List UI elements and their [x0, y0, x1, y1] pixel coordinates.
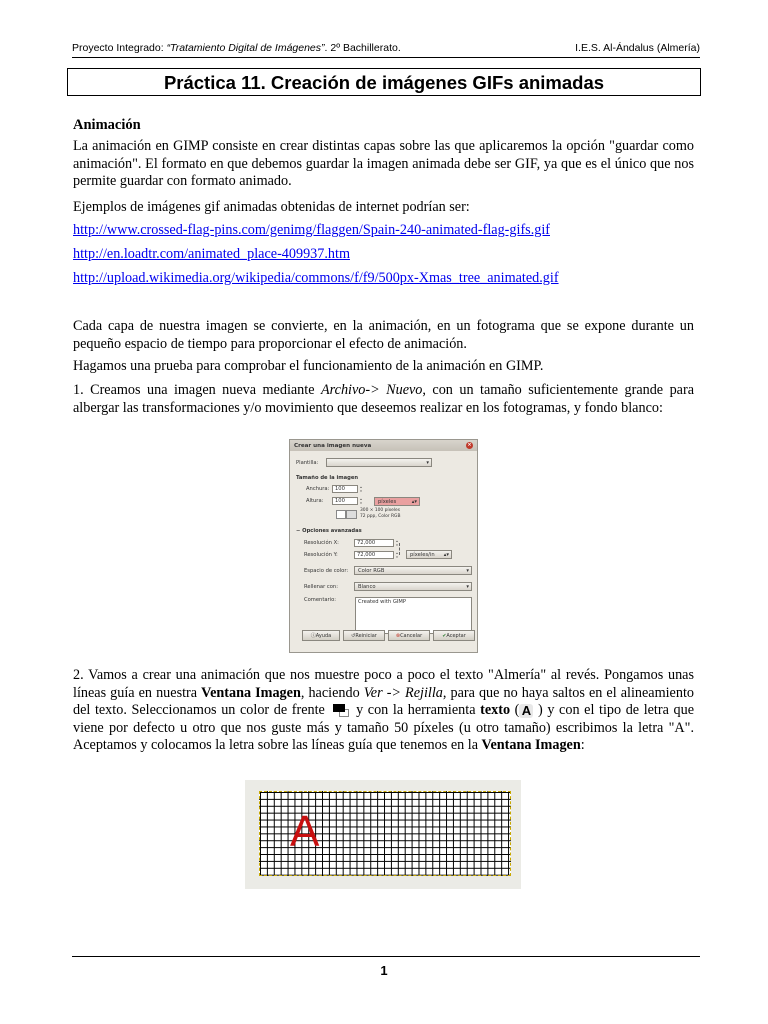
- size-info-1: 300 × 100 píxeles: [360, 508, 401, 513]
- ok-icon: ✔: [442, 633, 447, 639]
- fill-label: Rellenar con:: [304, 584, 338, 590]
- paragraph-2: Ejemplos de imágenes gif animadas obtenidas de internet podrían ser:: [73, 199, 470, 215]
- paragraph-examples: [73, 199, 694, 217]
- help-icon: ⓘ: [310, 633, 316, 639]
- plantilla-label: Plantilla:: [296, 460, 319, 466]
- width-label: Anchura:: [306, 486, 330, 492]
- paragraph-4: Hagamos una prueba para comprobar el funcionamiento de la animación en GIMP.: [73, 358, 544, 374]
- step-2: 2. Vamos a crear una animación que nos muestre poco a poco el texto "Almería" al revés. Pongamos unas líneas guía en nuestra Ventana Imagen, haciendo Ver -> Rejilla, para que no haya saltos en el alineamiento del texto. Seleccionamos un color de frente y con la herramienta texto ( A ) y con el tipo de letra que viene por defecto u otro que nos guste más y tamaño 50 píxeles (u otro tamaño) escribimos la letra "A". Aceptamos y colocamos la letra sobre las líneas guía que tenemos en la Ventana Imagen:: [73, 667, 694, 753]
- cancel-icon: ⊗: [395, 633, 401, 639]
- size-info-2: 72 ppp, Color RGB: [360, 514, 401, 519]
- width-input[interactable]: 100: [332, 485, 358, 493]
- colorspace-label: Espacio de color:: [304, 568, 349, 574]
- reset-button[interactable]: ↺Reiniciar: [343, 630, 385, 641]
- chain-icon[interactable]: [399, 543, 402, 555]
- image-window-grid: [245, 780, 521, 889]
- close-icon[interactable]: ×: [467, 442, 472, 448]
- colorspace-select[interactable]: Color RGB ▾: [354, 566, 472, 575]
- link-2[interactable]: http://en.loadtr.com/animated_place-409937.htm: [73, 246, 350, 262]
- header-right: I.E.S. Al-Ándalus (Almería): [575, 42, 700, 54]
- header-left: Proyecto Integrado: “Tratamiento Digital de Imágenes”. 2º Bachillerato.: [72, 42, 401, 54]
- landscape-icon[interactable]: [346, 510, 357, 519]
- footer-divider: [72, 956, 700, 957]
- comment-label: Comentario:: [304, 597, 337, 603]
- link-3-wrap: [73, 270, 694, 288]
- height-spinner[interactable]: ▴ ▾: [360, 497, 362, 505]
- portrait-icon[interactable]: [336, 510, 346, 519]
- ok-button[interactable]: ✔Aceptar: [433, 630, 475, 641]
- step-1: 1. Creamos una imagen nueva mediante Archivo-> Nuevo, con un tamaño suficientemente grande para albergar las transformaciones y/o movimiento que deseemos realizar en los fotogramas, y fondo blanco:: [73, 382, 694, 416]
- link-3[interactable]: http://upload.wikimedia.org/wikipedia/commons/f/f9/500px-Xmas_tree_animated.gif: [73, 270, 559, 286]
- paragraph-intro: [73, 138, 694, 191]
- unit-select[interactable]: píxeles ▴▾: [374, 497, 420, 506]
- res-unit-select[interactable]: píxeles/in ▴▾: [406, 550, 452, 559]
- link-1[interactable]: http://www.crossed-flag-pins.com/genimg/flaggen/Spain-240-animated-flag-gifs.gif: [73, 222, 550, 238]
- height-label: Altura:: [306, 498, 324, 504]
- resx-spinner[interactable]: ▴ ▾: [396, 539, 398, 547]
- header-divider: [72, 57, 700, 58]
- paragraph-1: La animación en GIMP consiste en crear distintas capas sobre las que aplicaremos la opción "guardar como animación". El formato en que debemos guardar la imagen animada debe ser GIF, ya que es el único que nos permite guardar con formato animado.: [73, 138, 694, 189]
- page-title: Práctica 11. Creación de imágenes GIFs animadas: [67, 68, 701, 96]
- reset-icon: ↺: [351, 633, 356, 639]
- height-input[interactable]: 100: [332, 497, 358, 505]
- resy-input[interactable]: 72,000: [354, 551, 394, 559]
- page-number: 1: [380, 963, 388, 978]
- paragraph-test-wrap: [73, 358, 694, 376]
- new-image-dialog: [289, 439, 478, 653]
- width-spinner[interactable]: ▴ ▾: [360, 485, 362, 493]
- resx-input[interactable]: 72,000: [354, 539, 394, 547]
- letter-a: A: [290, 807, 320, 856]
- link-2-wrap: [73, 246, 694, 264]
- paragraph-3: Cada capa de nuestra imagen se convierte, en la animación, en un fotograma que se expone durante un pequeño espacio de tiempo para proporcionar el efecto de animación.: [73, 318, 694, 352]
- dialog-titlebar: [290, 440, 477, 451]
- section-heading: Animación: [73, 117, 141, 133]
- template-select[interactable]: ▾: [326, 458, 432, 467]
- help-button[interactable]: ⓘAyuda: [302, 630, 340, 641]
- foreground-color-icon: [329, 703, 351, 719]
- resy-label: Resolución Y:: [304, 552, 338, 558]
- resx-label: Resolución X:: [304, 540, 339, 546]
- resy-spinner[interactable]: ▴ ▾: [396, 551, 398, 559]
- fill-select[interactable]: Blanco ▾: [354, 582, 472, 591]
- dialog-title: Crear una imagen nueva: [294, 442, 372, 449]
- page-header: [72, 42, 700, 54]
- size-section-label: Tamaño de la imagen: [296, 475, 359, 481]
- advanced-section-label[interactable]: − Opciones avanzadas: [296, 528, 362, 534]
- paragraph-layers-wrap: [73, 318, 694, 353]
- comment-textarea[interactable]: Created with GIMP: [355, 597, 472, 634]
- link-1-wrap: [73, 222, 694, 240]
- text-tool-icon: A: [519, 704, 533, 718]
- cancel-button[interactable]: ⊗Cancelar: [388, 630, 430, 641]
